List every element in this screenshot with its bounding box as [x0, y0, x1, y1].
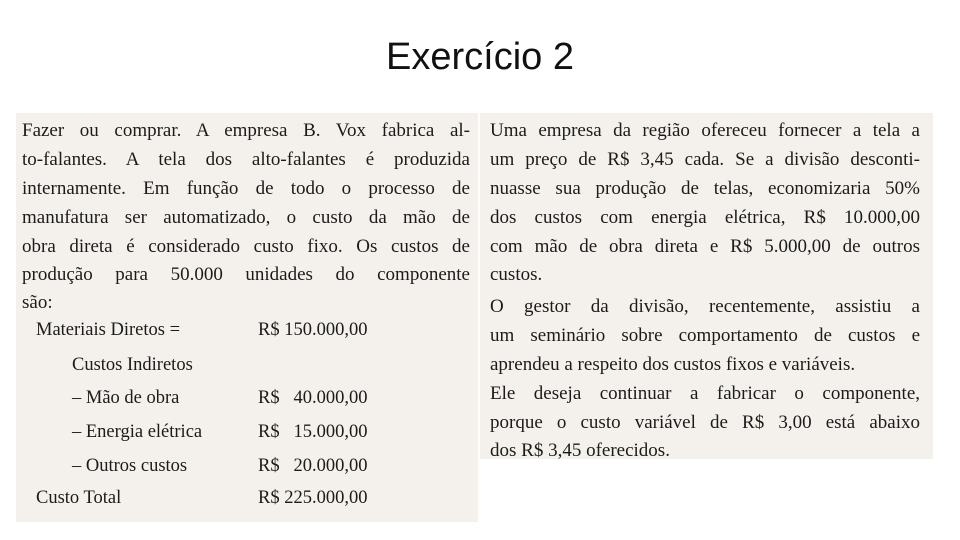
text-line: aprendeu a respeito dos custos fixos e variáveis.: [490, 354, 856, 375]
text-line: obra direta é considerado custo fixo. Os custos de: [22, 236, 470, 257]
text-line: um seminário sobre comportamento de custos e: [490, 325, 920, 346]
mao-de-obra-value: R$ 40.000,00: [258, 388, 368, 408]
text-line: com mão de obra direta e R$ 5.000,00 de outros: [490, 236, 920, 257]
outros-custos-label: – Outros custos: [72, 456, 188, 476]
materiais-value: R$ 150.000,00: [258, 320, 368, 340]
energia-label: – Energia elétrica: [72, 422, 203, 442]
text-line: porque o custo variável de R$ 3,00 está abaixo: [490, 412, 920, 433]
text-line: dos custos com energia elétrica, R$ 10.000,00: [490, 207, 920, 228]
text-line: produção para 50.000 unidades do componente: [22, 264, 470, 285]
text-line: manufatura ser automatizado, o custo da mão de: [22, 207, 470, 228]
custo-total-label: Custo Total: [36, 488, 122, 508]
text-line: custos.: [490, 264, 543, 285]
energia-value: R$ 15.000,00: [258, 422, 368, 442]
text-line: dos R$ 3,45 oferecidos.: [490, 440, 670, 461]
indiretos-label: Custos Indiretos: [72, 355, 193, 375]
custo-total-value: R$ 225.000,00: [258, 488, 368, 508]
outros-custos-value: R$ 20.000,00: [258, 456, 368, 476]
text-line: são:: [22, 292, 53, 313]
mao-de-obra-label: – Mão de obra: [72, 388, 180, 408]
text-line: to-falantes. A tela dos alto-falantes é produzida: [22, 149, 470, 170]
text-line: Ele deseja continuar a fabricar o componente,: [490, 383, 920, 404]
text-line: um preço de R$ 3,45 cada. Se a divisão desconti-: [490, 149, 920, 170]
text-line: Uma empresa da região ofereceu fornecer a tela a: [490, 120, 920, 141]
text-line: O gestor da divisão, recentemente, assistiu a: [490, 296, 920, 317]
materiais-label: Materiais Diretos =: [36, 320, 181, 340]
slide-title: Exercício 2: [386, 36, 574, 78]
text-line: nuasse sua produção de telas, economizaria 50%: [490, 178, 920, 199]
text-line: internamente. Em função de todo o processo de: [22, 178, 470, 199]
text-line: Fazer ou comprar. A empresa B. Vox fabrica al-: [22, 120, 470, 141]
